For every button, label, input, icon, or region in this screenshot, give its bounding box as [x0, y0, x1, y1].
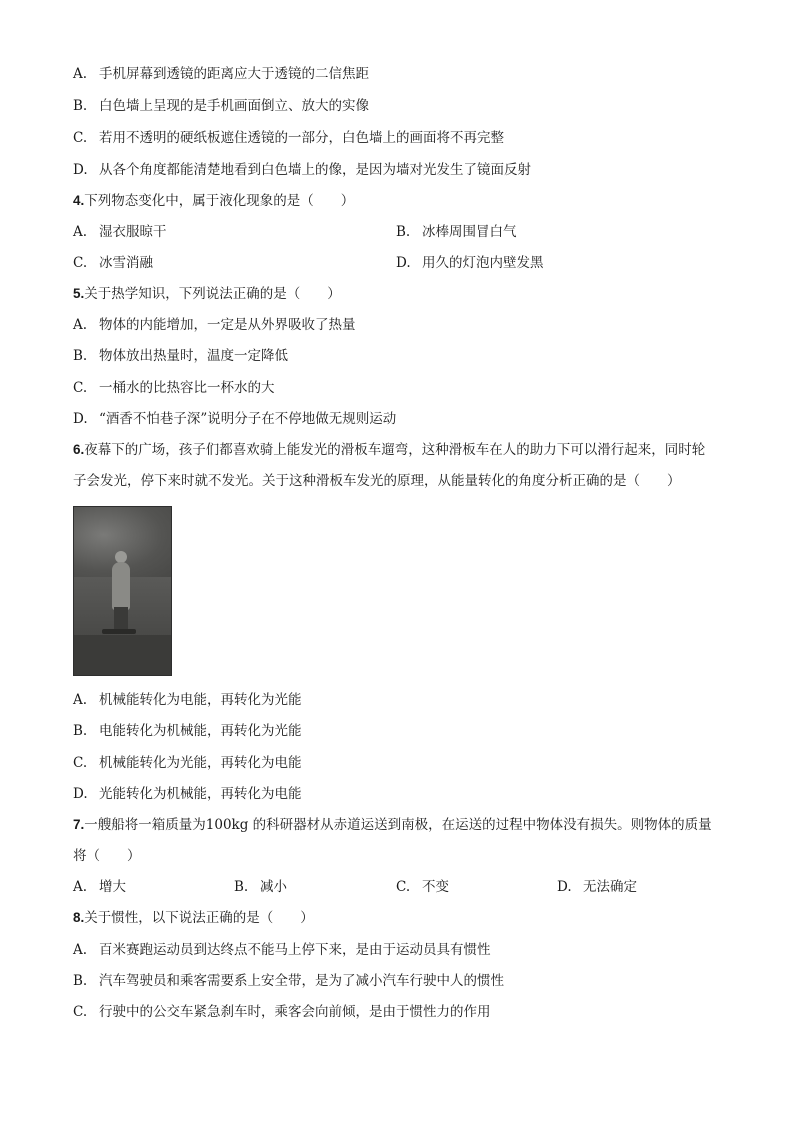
question-text: 将（ ）: [73, 848, 141, 864]
option-text: 百米赛跑运动员到达终点不能马上停下来，是由于运动员具有惯性: [99, 942, 491, 958]
option-text: 机械能转化为光能，再转化为电能: [99, 755, 302, 771]
q8-stem: [73, 908, 314, 928]
q5-option-a: [73, 315, 356, 335]
question-text: 关于热学知识，下列说法正确的是（ ）: [84, 286, 341, 302]
option-label: C.: [73, 130, 88, 146]
photo-ground: [74, 635, 172, 676]
option-label: B.: [73, 348, 88, 364]
option-label: D.: [557, 879, 572, 895]
option-label: B.: [396, 224, 411, 240]
q8-option-a: [73, 940, 491, 960]
q8-option-b: [73, 971, 504, 991]
option-text: 物体放出热量时，温度一定降低: [99, 348, 288, 364]
q3-option-c: [73, 128, 504, 148]
option-label: B.: [73, 973, 88, 989]
q7-option-d: [557, 877, 637, 897]
option-label: D.: [73, 411, 88, 427]
option-text: 冰棒周围冒白气: [422, 224, 517, 240]
option-label: D.: [73, 786, 88, 802]
q3-option-a: [73, 64, 369, 84]
question-text: 关于惯性，以下说法正确的是（ ）: [84, 910, 314, 926]
option-text: 增大: [99, 879, 126, 895]
q6-stem-line-1: [73, 440, 705, 460]
q5-stem: [73, 284, 341, 304]
option-text: 电能转化为机械能，再转化为光能: [99, 723, 302, 739]
question-number: 7.: [73, 817, 85, 832]
option-label: A.: [73, 224, 88, 240]
option-label: C.: [396, 879, 411, 895]
option-text: 无法确定: [583, 879, 637, 895]
q6-option-b: [73, 721, 302, 741]
option-label: A.: [73, 317, 88, 333]
question-number: 8.: [73, 910, 85, 925]
q4-option-d: [396, 253, 544, 273]
option-text: 光能转化为机械能，再转化为电能: [99, 786, 302, 802]
q7-stem-line-1: [73, 815, 712, 835]
question-number: 4.: [73, 193, 85, 208]
question-text: 子会发光，停下来时就不发光。关于这种滑板车发光的原理，从能量转化的角度分析正确的是（ ）: [73, 473, 681, 489]
option-text: 湿衣服晾干: [99, 224, 167, 240]
option-label: A.: [73, 942, 88, 958]
question-text: 下列物态变化中，属于液化现象的是（ ）: [84, 193, 355, 209]
option-label: C.: [73, 380, 88, 396]
option-label: A.: [73, 692, 88, 708]
option-label: C.: [73, 255, 88, 271]
option-text: 用久的灯泡内壁发黑: [422, 255, 544, 271]
q6-stem-line-2: [73, 471, 681, 491]
photo-scooter: [102, 629, 136, 634]
q7-option-b: [234, 877, 287, 897]
option-text: “酒香不怕巷子深”说明分子在不停地做无规则运动: [99, 411, 397, 427]
question-text: 夜幕下的广场，孩子们都喜欢骑上能发光的滑板车遛弯，这种滑板车在人的助力下可以滑行起来，同时轮: [84, 442, 706, 458]
option-label: B.: [73, 98, 88, 114]
q5-option-d: [73, 409, 396, 429]
q3-option-b: [73, 96, 369, 116]
option-text: 从各个角度都能清楚地看到白色墙上的像，是因为墙对光发生了镜面反射: [99, 162, 531, 178]
q4-option-c: [73, 253, 153, 273]
q4-option-a: [73, 222, 167, 242]
question-text: 一艘船将一箱质量为100kg 的科研器材从赤道运送到南极，在运送的过程中物体没有损失。则物体的质量: [84, 817, 712, 833]
option-label: D.: [396, 255, 411, 271]
option-text: 一桶水的比热容比一杯水的大: [99, 380, 275, 396]
q3-option-d: [73, 160, 531, 180]
q6-option-c: [73, 753, 302, 773]
photo-child-legs: [114, 607, 128, 631]
scooter-photo: [73, 506, 172, 676]
option-text: 行驶中的公交车紧急刹车时，乘客会向前倾，是由于惯性力的作用: [99, 1004, 491, 1020]
photo-child-body: [112, 562, 130, 610]
q7-option-a: [73, 877, 126, 897]
option-text: 不变: [422, 879, 449, 895]
option-label: B.: [234, 879, 249, 895]
option-text: 若用不透明的硬纸板遮住透镜的一部分，白色墙上的画面将不再完整: [99, 130, 504, 146]
q6-option-a: [73, 690, 302, 710]
option-label: C.: [73, 1004, 88, 1020]
option-text: 汽车驾驶员和乘客需要系上安全带，是为了减小汽车行驶中人的惯性: [99, 973, 504, 989]
option-text: 物体的内能增加，一定是从外界吸收了热量: [99, 317, 356, 333]
option-text: 冰雪消融: [99, 255, 153, 271]
option-text: 机械能转化为电能，再转化为光能: [99, 692, 302, 708]
option-text: 手机屏幕到透镜的距离应大于透镜的二信焦距: [99, 66, 369, 82]
option-label: D.: [73, 162, 88, 178]
q4-stem: [73, 191, 354, 211]
option-text: 减小: [260, 879, 287, 895]
q8-option-c: [73, 1002, 491, 1022]
question-number: 6.: [73, 442, 85, 457]
q7-option-c: [396, 877, 449, 897]
option-label: A.: [73, 879, 88, 895]
q5-option-c: [73, 378, 275, 398]
q6-option-d: [73, 784, 302, 804]
q5-option-b: [73, 346, 288, 366]
option-label: B.: [73, 723, 88, 739]
option-label: C.: [73, 755, 88, 771]
option-text: 白色墙上呈现的是手机画面倒立、放大的实像: [99, 98, 369, 114]
option-label: A.: [73, 66, 88, 82]
question-number: 5.: [73, 286, 85, 301]
q7-stem-line-2: [73, 846, 141, 866]
q4-option-b: [396, 222, 517, 242]
